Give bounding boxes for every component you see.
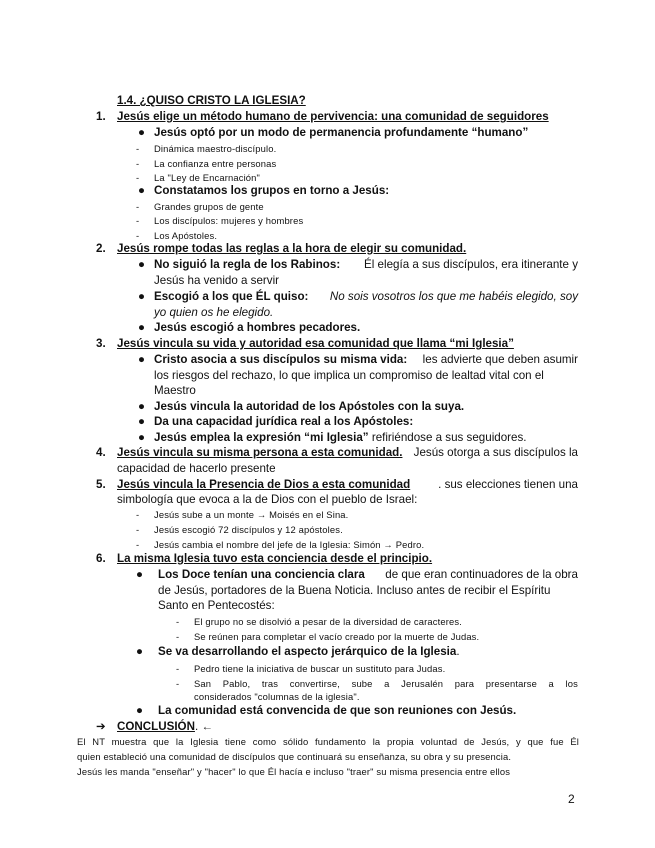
section-6-bullet-3: La comunidad está convencida de que son reuniones con Jesús. <box>158 704 517 717</box>
section-6-bullet-1-cont: de Jesús, portadores de la Buena Noticia. Incluso antes de recibir el Espíritu <box>158 584 551 597</box>
bullet-dot: ● <box>138 126 146 139</box>
section-1-bullet-1: Jesús optó por un modo de permanencia profundamente “humano” <box>154 126 529 139</box>
text-phrase: . sus elecciones tienen una <box>438 478 578 491</box>
section-4-number: 4. <box>96 446 106 459</box>
text-phrase: . <box>456 645 460 658</box>
bullet-dot: ● <box>136 645 144 658</box>
bold-phrase: Cristo asocia a sus discípulos su misma vida: <box>154 353 408 366</box>
bullet-dot: ● <box>138 321 146 334</box>
list-item: Dinámica maestro-discípulo. <box>154 143 277 154</box>
dash-marker: - <box>136 215 140 226</box>
list-item: Jesús sube a un monte → Moisés en el Sina. <box>154 509 349 520</box>
text-phrase: Él elegía a sus discípulos, era itinerante y <box>364 258 578 271</box>
conclusion-text-1: El NT muestra que la Iglesia tiene como sólido fundamento la propia voluntad de Jesús, y que fue Él <box>77 736 579 747</box>
bullet-dot: ● <box>138 258 146 271</box>
list-item: Los discípulos: mujeres y hombres <box>154 215 304 226</box>
section-3-bullet-1-cont: Maestro <box>154 384 196 397</box>
section-6-heading: La misma Iglesia tuvo esta conciencia desde el principio. <box>117 552 433 565</box>
dash-marker: - <box>136 143 140 154</box>
section-3-heading: Jesús vincula su vida y autoridad esa comunidad que llama “mi Iglesia” <box>117 337 514 350</box>
arrow-right-icon: ➔ <box>96 720 106 733</box>
section-3-number: 3. <box>96 337 106 350</box>
dash-marker: - <box>136 201 140 212</box>
list-item: Grandes grupos de gente <box>154 201 264 212</box>
list-item: Jesús escogió 72 discípulos y 12 apóstoles. <box>154 524 343 535</box>
justified-line: San Pablo, tras convertirse, sube a Jerusalén para presentarse a los <box>194 678 578 689</box>
bullet-dot: ● <box>138 400 146 413</box>
list-item: Jesús cambia el nombre del jefe de la Iglesia: Simón → Pedro. <box>154 539 425 550</box>
page-number: 2 <box>568 792 575 806</box>
section-6-bullet-2 <box>158 644 460 660</box>
section-1-heading: Jesús elige un método humano de pervivencia: una comunidad de seguidores <box>117 110 549 123</box>
section-3-bullet-3: Da una capacidad jurídica real a los Apóstoles: <box>154 415 414 428</box>
section-6-bullet-1-cont: Santo en Pentecostés: <box>158 599 275 612</box>
bold-phrase: Jesús emplea la expresión “mi Iglesia” <box>154 431 369 444</box>
list-item: Se reúnen para completar el vacío creado por la muerte de Judas. <box>194 631 480 642</box>
section-5-heading: Jesús vincula la Presencia de Dios a esta comunidad <box>117 478 411 491</box>
dash-marker: - <box>176 663 180 674</box>
section-4-heading: Jesús vincula su misma persona a esta comunidad. <box>117 446 403 459</box>
bullet-dot: ● <box>136 568 144 581</box>
section-4-line-1 <box>117 445 578 461</box>
bold-phrase: Los Doce tenían una conciencia clara <box>158 568 365 581</box>
bold-phrase: Se va desarrollando el aspecto jerárquico de la Iglesia <box>158 645 457 658</box>
section-5-number: 5. <box>96 478 106 491</box>
dash-marker: - <box>176 678 180 689</box>
text-phrase: refiriéndose a sus seguidores. <box>371 431 527 444</box>
section-2-bullet-3: Jesús escogió a hombres pecadores. <box>154 321 361 334</box>
dash-marker: - <box>136 172 140 183</box>
list-item: La confianza entre personas <box>154 158 277 169</box>
section-1-bullet-2: Constatamos los grupos en torno a Jesús: <box>154 184 390 197</box>
section-2-number: 2. <box>96 242 106 255</box>
conclusion-line <box>77 734 579 750</box>
section-3-bullet-1 <box>154 352 578 368</box>
bullet-dot: ● <box>138 431 146 444</box>
section-3-bullet-4 <box>154 430 527 446</box>
dash-marker: - <box>136 539 140 550</box>
section-5-line-2: simbología que evoca a la de Dios con el pueblo de Israel: <box>117 493 418 506</box>
italic-quote: No sois vosotros los que me habéis elegido, soy <box>329 290 578 303</box>
dash-marker: - <box>136 509 140 520</box>
section-2-bullet-2 <box>154 289 578 305</box>
conclusion-heading <box>117 719 213 735</box>
list-item: Pedro tiene la iniciativa de buscar un sustituto para Judas. <box>194 663 446 674</box>
text-phrase: Jesús otorga a sus discípulos la <box>413 446 578 459</box>
bullet-dot: ● <box>136 704 144 717</box>
section-3-bullet-2: Jesús vincula la autoridad de los Apóstoles con la suya. <box>154 400 465 413</box>
text-phrase: de que eran continuadores de la obra <box>385 568 578 581</box>
section-2-bullet-1 <box>154 257 578 273</box>
arrow-left-icon: . ← <box>194 720 213 733</box>
list-item: Los Apóstoles. <box>154 230 218 241</box>
section-3-bullet-1-cont <box>154 368 578 384</box>
bullet-dot: ● <box>138 290 146 303</box>
text-line: los riesgos del rechazo, lo que implica un compromiso de lealtad vital con el <box>154 369 544 382</box>
section-2-bullet-2-cont: yo quien os he elegido. <box>154 306 274 319</box>
list-item: La "Ley de Encarnación" <box>154 172 261 183</box>
bullet-dot: ● <box>138 353 146 366</box>
section-4-line-2: capacidad de hacerlo presente <box>117 462 276 475</box>
dash-marker: - <box>136 524 140 535</box>
section-2-bullet-1-cont: Jesús ha venido a servir <box>154 274 280 287</box>
section-6-number: 6. <box>96 552 106 565</box>
dash-marker: - <box>176 631 180 642</box>
bold-phrase: Escogió a los que ÉL quiso: <box>154 290 309 303</box>
section-6-bullet-1 <box>158 567 578 583</box>
conclusion-text-3: Jesús les manda "enseñar" y "hacer" lo que Él hacía e incluso "traer" su misma presencia entre ellos <box>77 766 511 777</box>
conclusion-text-2: quien estableció una comunidad de discípulos que continuará su enseñanza, su obra y su presencia. <box>77 751 512 762</box>
section-5-line-1 <box>117 477 578 493</box>
dash-marker: - <box>176 616 180 627</box>
bullet-dot: ● <box>138 184 146 197</box>
page-title: 1.4. ¿QUISO CRISTO LA IGLESIA? <box>117 94 306 107</box>
list-item-cont: considerados "columnas de la iglesia". <box>194 691 360 702</box>
dash-marker: - <box>136 158 140 169</box>
bold-phrase: No siguió la regla de los Rabinos: <box>154 258 341 271</box>
list-item: El grupo no se disolvió a pesar de la diversidad de caracteres. <box>194 616 462 627</box>
conclusion-label: CONCLUSIÓN <box>117 720 195 733</box>
bullet-dot: ● <box>138 415 146 428</box>
text-phrase: les advierte que deben asumir <box>422 353 578 366</box>
section-1-number: 1. <box>96 110 106 123</box>
dash-marker: - <box>136 230 140 241</box>
section-2-heading: Jesús rompe todas las reglas a la hora de elegir su comunidad. <box>117 242 467 255</box>
